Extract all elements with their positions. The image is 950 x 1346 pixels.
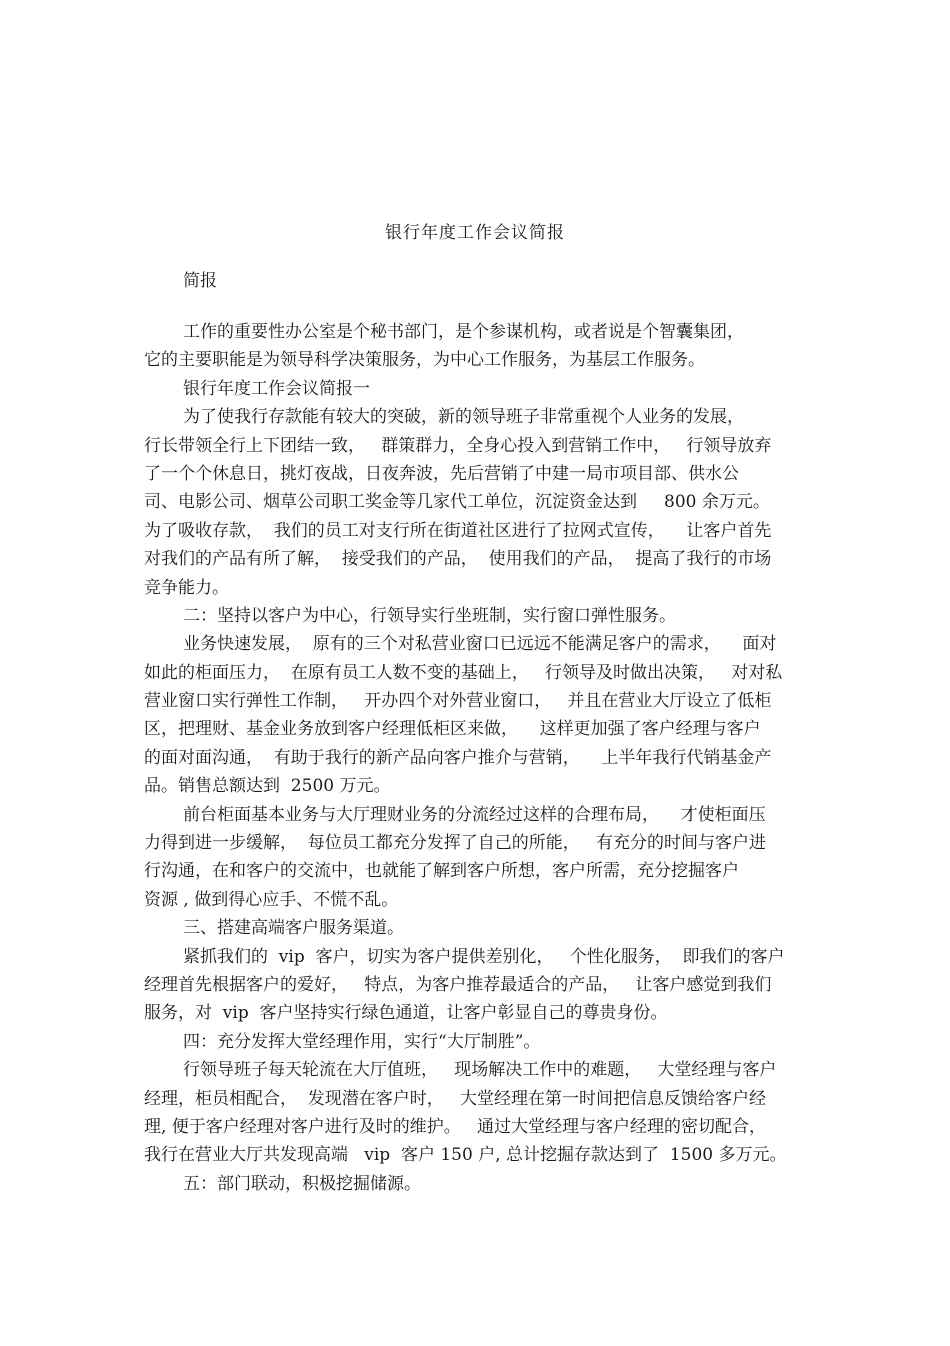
text-line: 为了吸收存款， 我们的员工对支行所在街道社区进行了拉网式宣传， 让客户首先 xyxy=(144,520,772,541)
text-line: 如此的柜面压力， 在原有员工人数不变的基础上， 行领导及时做出决策， 对对私 xyxy=(144,662,783,683)
text-line: 四：充分发挥大堂经理作用，实行“大厅制胜”。 xyxy=(183,1031,541,1052)
text-line: 行领导班子每天轮流在大厅值班， 现场解决工作中的难题， 大堂经理与客户 xyxy=(183,1060,777,1081)
text-line: 营业窗口实行弹性工作制， 开办四个对外营业窗口， 并且在营业大厅设立了低柜 xyxy=(144,691,772,712)
text-line: 紧抓我们的 vip 客户，切实为客户提供差别化， 个性化服务， 即我们的客户 xyxy=(183,946,785,967)
text-line: 理, 便于客户经理对客户进行及时的维护。 通过大堂经理与客户经理的密切配合， xyxy=(144,1116,767,1137)
text-line: 力得到进一步缓解， 每位员工都充分发挥了自己的所能， 有充分的时间与客户进 xyxy=(144,833,767,854)
text-line: 工作的重要性办公室是个秘书部门，是个参谋机构，或者说是个智囊集团， xyxy=(183,322,744,342)
text-line: 业务快速发展， 原有的三个对私营业窗口已远远不能满足客户的需求， 面对 xyxy=(183,634,777,655)
text-line: 对我们的产品有所了解， 接受我们的产品， 使用我们的产品， 提高了我行的市场 xyxy=(144,549,772,570)
text-line: 为了使我行存款能有较大的突破，新的领导班子非常重视个人业务的发展， xyxy=(183,407,744,428)
text-line: 三、搭建高端客户服务渠道。 xyxy=(183,918,404,939)
text-line: 五：部门联动，积极挖掘储源。 xyxy=(183,1173,421,1194)
text-line: 服务，对 vip 客户坚持实行绿色通道，让客户彰显自己的尊贵身份。 xyxy=(144,1003,668,1024)
text-line: 前台柜面基本业务与大厅理财业务的分流经过这样的合理布局， 才使柜面压 xyxy=(183,804,766,825)
text-line: 行长带领全行上下团结一致， 群策群力，全身心投入到营销工作中， 行领导放弃 xyxy=(144,435,772,456)
text-line: 经理，柜员相配合， 发现潜在客户时， 大堂经理在第一时间把信息反馈给客户经 xyxy=(144,1088,767,1109)
document-label: 简报 xyxy=(183,271,217,291)
text-line: 品。销售总额达到 2500 万元。 xyxy=(144,776,391,797)
text-line: 二：坚持以客户为中心，行领导实行坐班制，实行窗口弹性服务。 xyxy=(183,605,676,626)
text-line: 我行在营业大厅共发现高端 vip 客户 150 户, 总计挖掘存款达到了 1500 多万元。 xyxy=(144,1145,787,1166)
text-line: 竞争能力。 xyxy=(144,577,229,598)
text-line: 了一个个休息日，挑灯夜战，日夜奔波，先后营销了中建一局市项目部、供水公 xyxy=(144,463,739,484)
text-line: 的面对面沟通， 有助于我行的新产品向客户推介与营销， 上半年我行代销基金产 xyxy=(144,747,772,768)
text-line: 它的主要职能是为领导科学决策服务，为中心工作服务，为基层工作服务。 xyxy=(144,350,705,371)
document-title: 银行年度工作会议简报 xyxy=(385,223,565,243)
text-line: 银行年度工作会议简报一 xyxy=(183,378,370,399)
text-line: 行沟通，在和客户的交流中，也就能了解到客户所想，客户所需，充分挖掘客户 xyxy=(144,861,739,882)
text-line: 司、电影公司、烟草公司职工奖金等几家代工单位，沉淀资金达到 800 余万元。 xyxy=(144,492,770,513)
document-body xyxy=(144,318,806,1198)
text-line: 经理首先根据客户的爱好， 特点，为客户推荐最适合的产品， 让客户感觉到我们 xyxy=(144,974,772,995)
text-line: 区，把理财、基金业务放到客户经理低柜区来做， 这样更加强了客户经理与客户 xyxy=(144,719,761,740)
text-line: 资源 , 做到得心应手、不慌不乱。 xyxy=(144,889,399,910)
